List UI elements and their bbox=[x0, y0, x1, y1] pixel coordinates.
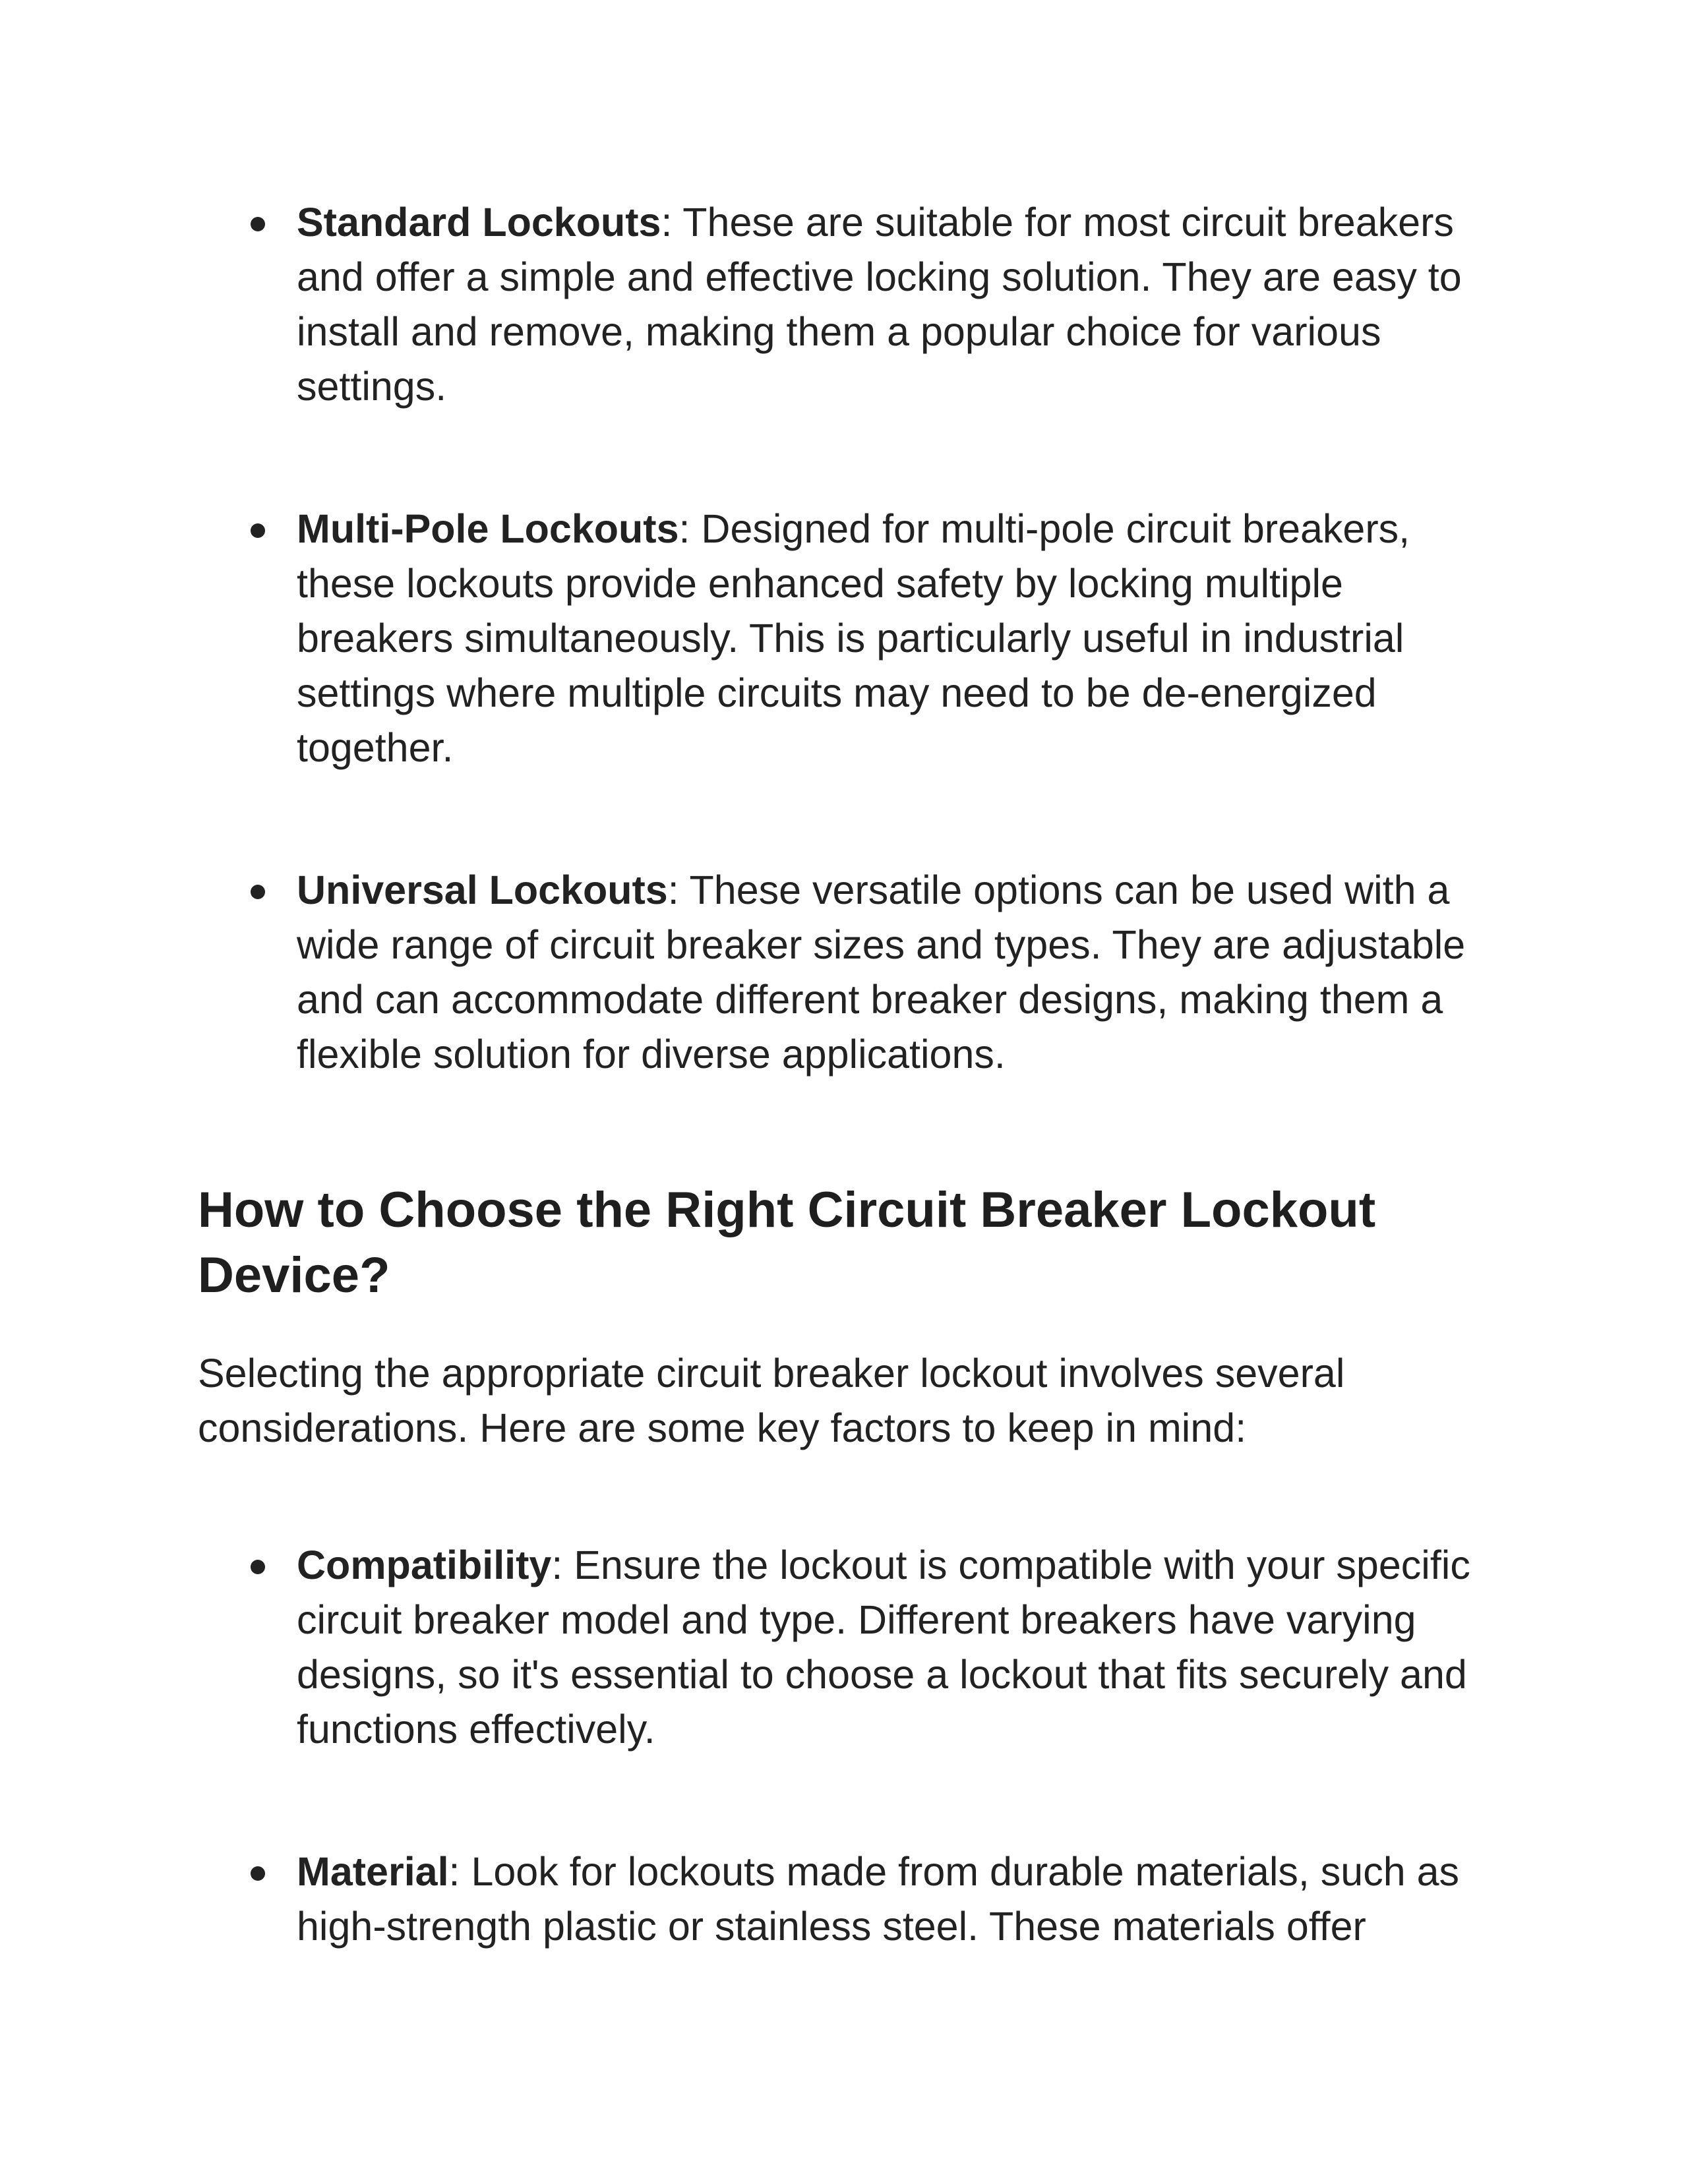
bullet-icon bbox=[251, 523, 265, 538]
list-item bbox=[198, 1845, 1490, 1954]
bullet-text: : Designed for multi-pole circuit breakers, these lockouts provide enhanced safety by locking multiple breakers simultaneously. This is particularly useful in industrial settings where multiple circuits may need to be de-energized together. bbox=[297, 506, 1410, 770]
bullet-term: Multi-Pole Lockouts bbox=[297, 506, 679, 551]
bullet-icon bbox=[251, 885, 265, 899]
bullet-term: Material bbox=[297, 1849, 449, 1894]
list-item bbox=[198, 502, 1490, 775]
bullet-text: : These versatile options can be used with a wide range of circuit breaker sizes and types. They are adjustable and can accommodate different breaker designs, making them a flexible solution for diverse applications. bbox=[297, 868, 1466, 1077]
list-item bbox=[198, 1538, 1490, 1757]
bullet-text: : Look for lockouts made from durable materials, such as high-strength plastic or stainless steel. These materials offer bbox=[297, 1849, 1460, 1949]
bullet-term: Compatibility bbox=[297, 1543, 552, 1587]
bullet-icon bbox=[251, 1866, 265, 1881]
lockout-types-list bbox=[198, 195, 1490, 1082]
bullet-icon bbox=[251, 1560, 265, 1574]
bullet-text: : Ensure the lockout is compatible with your specific circuit breaker model and type. Different breakers have varying designs, so it's essential to choose a lockout that fits securely and functions effectively. bbox=[297, 1543, 1470, 1752]
section-heading: How to Choose the Right Circuit Breaker Lockout Device? bbox=[198, 1182, 1376, 1303]
bullet-icon bbox=[251, 217, 265, 231]
bullet-text: : These are suitable for most circuit breakers and offer a simple and effective locking solution. They are easy to install and remove, making them a popular choice for various settings. bbox=[297, 200, 1462, 409]
document-page bbox=[198, 0, 1490, 2184]
section-intro: Selecting the appropriate circuit breaker lockout involves several considerations. Here are some key factors to keep in mind: bbox=[198, 1351, 1345, 1450]
bullet-term: Standard Lockouts bbox=[297, 200, 661, 245]
list-item bbox=[198, 195, 1490, 414]
bullet-term: Universal Lockouts bbox=[297, 868, 668, 912]
factors-list bbox=[198, 1538, 1490, 1954]
list-item bbox=[198, 863, 1490, 1082]
